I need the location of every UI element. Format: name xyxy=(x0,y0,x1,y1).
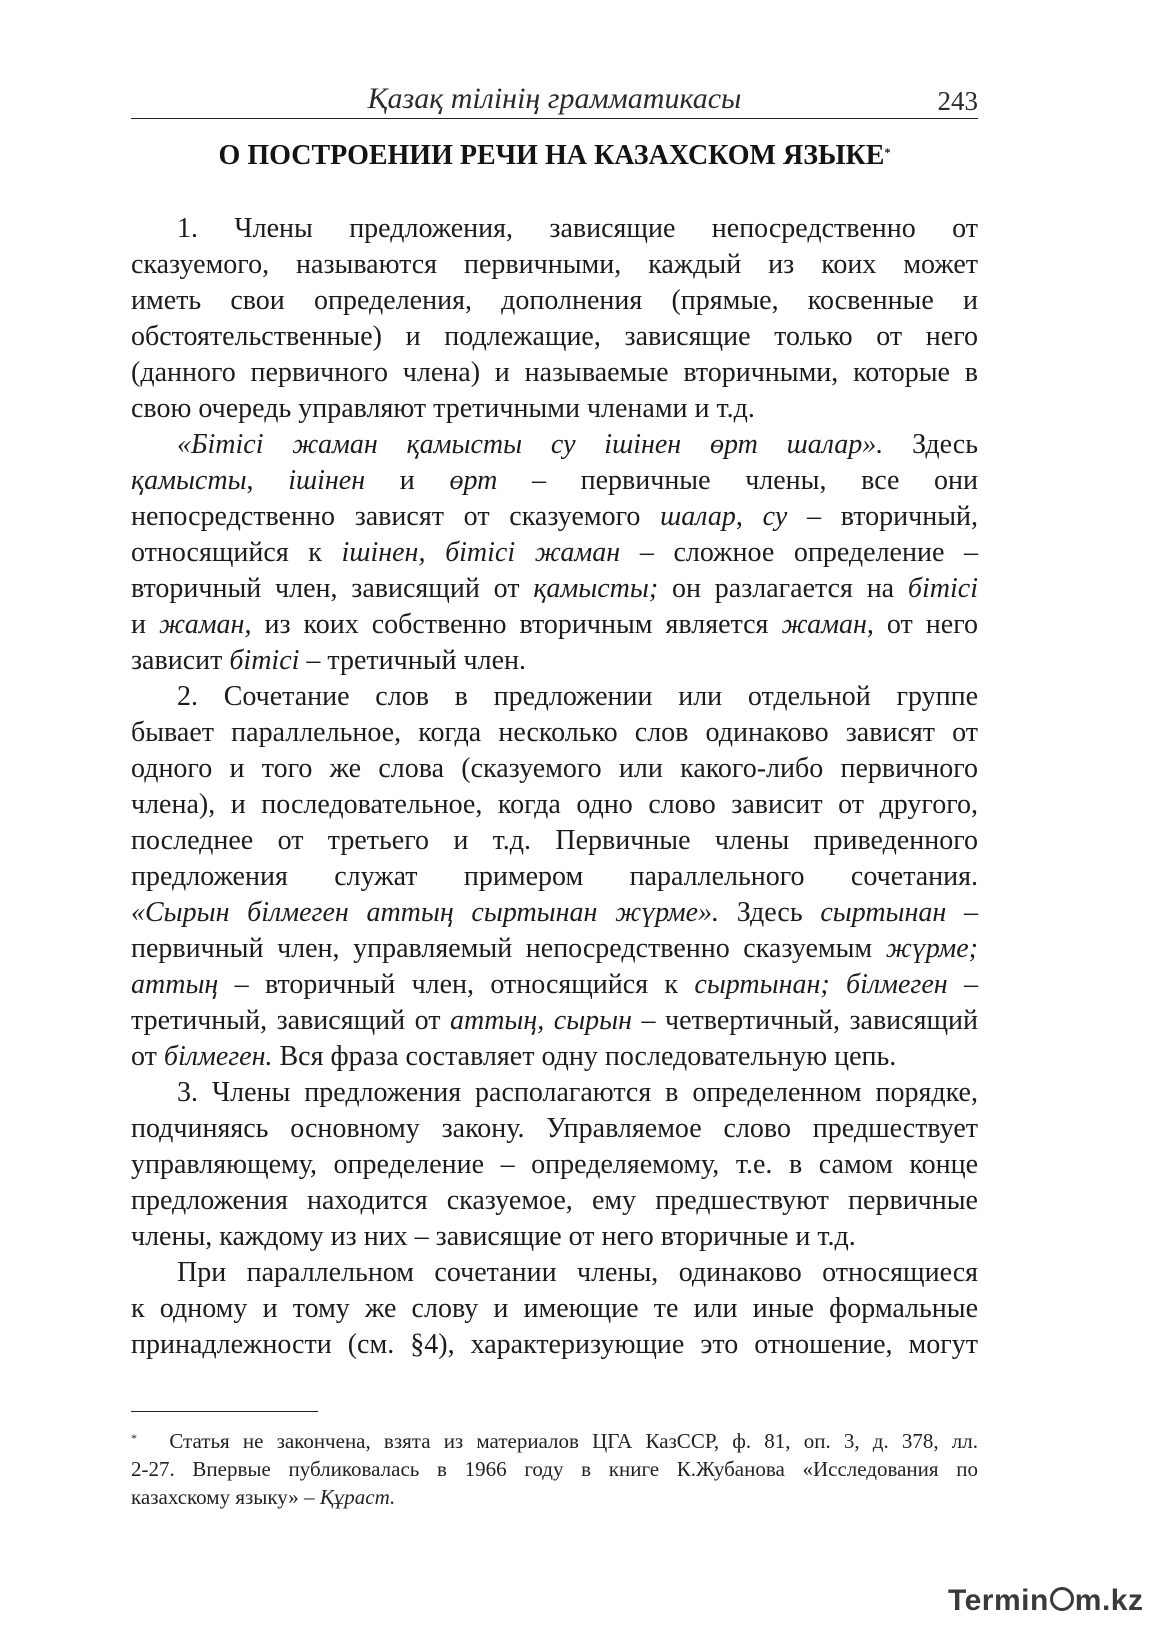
text-line: иметь свои определения, дополнения (прямые, косвенные и xyxy=(131,285,978,316)
footnote xyxy=(131,1427,978,1511)
text-line: члены, каждому из них – зависящие от него вторичные и т.д. xyxy=(131,1221,856,1252)
text-line: первичный член, управляемый непосредственно сказуемым жүрме; xyxy=(131,933,978,964)
text-line: и жаман, из коих собственно вторичным является жаман, от него xyxy=(131,609,978,640)
text-line: 1. Члены предложения, зависящие непосредственно от xyxy=(177,213,978,244)
text-line: подчиняясь основному закону. Управляемое слово предшествует xyxy=(131,1113,978,1144)
watermark-o-icon xyxy=(1050,1587,1074,1611)
article-title-text: О ПОСТРОЕНИИ РЕЧИ НА КАЗАХСКОМ ЯЗЫКЕ xyxy=(218,140,885,171)
site-watermark-logo: Termin m.kz xyxy=(948,1584,1144,1617)
text-line: вторичный член, зависящий от қамысты; он разлагается на бітісі xyxy=(131,573,978,604)
text-line: «Сырын білмеген аттың сыртынан жүрме». Здесь сыртынан – xyxy=(131,897,978,928)
paragraph-example-1 xyxy=(131,427,978,679)
text-line: к одному и тому же слову и имеющие те или иные формальные xyxy=(131,1293,978,1324)
text-line: 3. Члены предложения располагаются в определенном порядке, xyxy=(177,1077,978,1108)
text-line: зависит бітісі – третичный член. xyxy=(131,645,526,676)
text-line: предложения находится сказуемое, ему предшествуют первичные xyxy=(131,1185,978,1216)
paragraph-1 xyxy=(131,211,978,427)
text-line: «Бітісі жаман қамысты су ішінен өрт шалар». Здесь xyxy=(177,429,978,460)
text-line: 2. Сочетание слов в предложении или отдельной группе xyxy=(177,681,978,712)
text-line: третичный, зависящий от аттың, сырын – четвертичный, зависящий xyxy=(131,1005,978,1036)
text-line: члена), и последовательное, когда одно слово зависит от другого, xyxy=(131,789,978,820)
text-line: свою очередь управляют третичными членами и т.д. xyxy=(131,393,755,424)
paragraph-3 xyxy=(131,1075,978,1255)
text-line: бывает параллельное, когда несколько слов одинаково зависят от xyxy=(131,717,978,748)
footnote-line: 2-27. Впервые публиковалась в 1966 году в книге К.Жубанова «Исследования по xyxy=(131,1457,978,1481)
footnote-mark: * xyxy=(131,1431,137,1445)
article-title xyxy=(131,140,978,172)
text-line: принадлежности (см. §4), характеризующие это отношение, могут xyxy=(131,1329,978,1360)
text-line: непосредственно зависят от сказуемого шалар, су – вторичный, xyxy=(131,501,979,532)
text-line: қамысты, ішінен и өрт – первичные члены, все они xyxy=(131,465,979,496)
text-line: аттың – вторичный член, относящийся к сыртынан; білмеген – xyxy=(131,969,979,1000)
text-line: одного и того же слова (сказуемого или какого-либо первичного xyxy=(131,753,978,784)
footnote-separator xyxy=(131,1411,318,1412)
text-line: При параллельном сочетании члены, одинаково относящиеся xyxy=(177,1257,978,1288)
text-line: последнее от третьего и т.д. Первичные члены приведенного xyxy=(131,825,978,856)
running-header xyxy=(131,80,978,119)
title-footnote-mark: * xyxy=(884,145,891,159)
text-line: управляющему, определение – определяемому, т.е. в самом конце xyxy=(131,1149,978,1180)
paragraph-4 xyxy=(131,1255,978,1363)
footnote-line: казахскому языку» – Құраст. xyxy=(131,1485,396,1509)
text-line: обстоятельственные) и подлежащие, зависящие только от него xyxy=(131,321,978,352)
text-line: (данного первичного члена) и называемые вторичными, которые в xyxy=(131,357,978,388)
text-line: от білмеген. Вся фраза составляет одну последовательную цепь. xyxy=(131,1041,897,1072)
paragraph-2 xyxy=(131,679,978,1075)
article-body xyxy=(131,211,978,1363)
page-number: 243 xyxy=(937,86,978,116)
text-line: относящийся к ішінен, бітісі жаман – сложное определение – xyxy=(131,537,978,568)
footnote-line: * Статья не закончена, взята из материалов ЦГА КазССР, ф. 81, оп. 3, д. 378, лл. xyxy=(131,1429,978,1453)
text-line: сказуемого, называются первичными, каждый из коих может xyxy=(131,249,978,280)
running-title: Қазақ тілінің грамматикасы xyxy=(367,82,742,115)
text-line: предложения служат примером параллельного сочетания. xyxy=(131,861,978,892)
